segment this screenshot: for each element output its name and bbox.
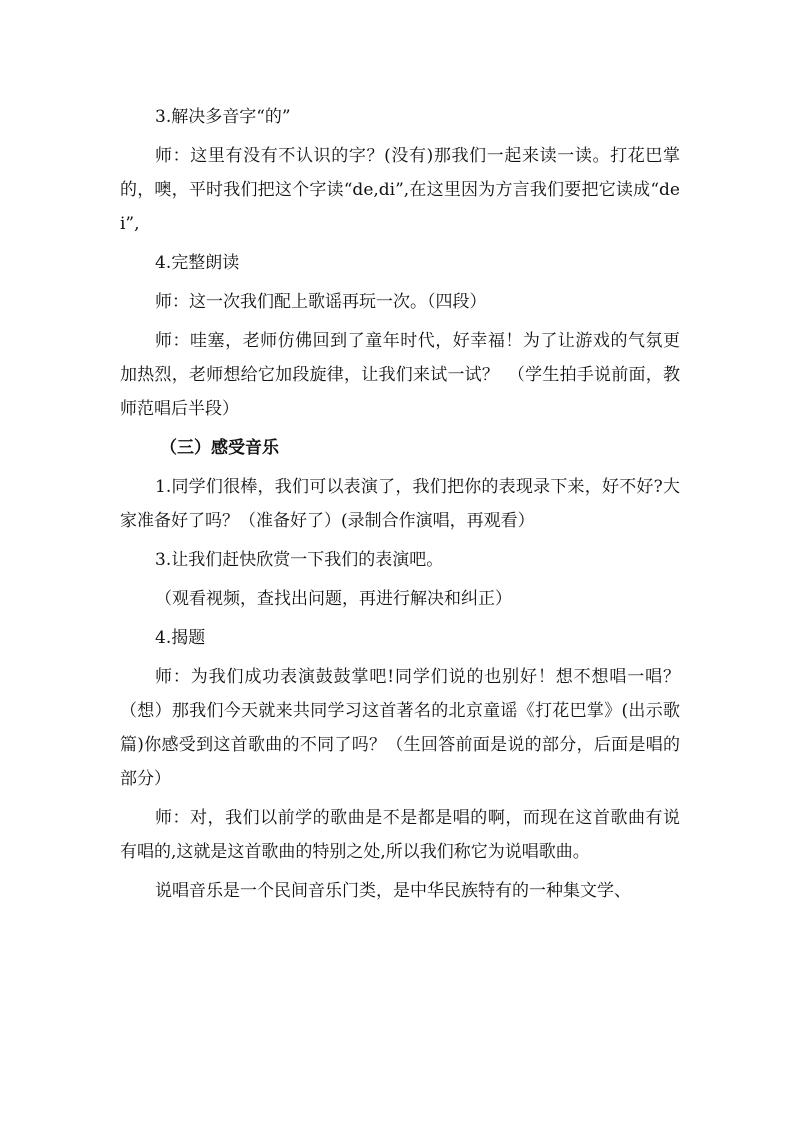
teacher-dialogue-paragraph: 师：为我们成功表演鼓鼓掌吧!同学们说的也别好！想不想唱一唱？（想）那我们今天就来共同学习这首著名的北京童谣《打花巴掌》(出示歌篇)你感受到这首歌曲的不同了吗？（生回答前面是说的部分，后面是唱的部分） [120,667,680,789]
section-heading: （三）感受音乐 [160,438,279,458]
subsection-title-reveal: 4.揭题 [155,628,206,648]
body-paragraph: 说唱音乐是一个民间音乐门类，是中华民族特有的一种集文学、 [155,881,631,901]
teacher-dialogue-paragraph: 师：对，我们以前学的歌曲是不是都是唱的啊，而现在这首歌曲有说有唱的,这就是这首歌曲的特别之处,所以我们称它为说唱歌曲。 [120,808,680,862]
body-paragraph: （观看视频，查找出问题，再进行解决和纠正） [155,589,512,609]
body-paragraph: 3.让我们赶快欣赏一下我们的表演吧。 [155,550,444,570]
body-paragraph: 1.同学们很棒，我们可以表演了，我们把你的表现录下来，好不好?大家准备好了吗？（准备好了）(录制合作演唱，再观看） [120,477,680,531]
subsection-title-reading: 4.完整朗读 [155,253,240,273]
teacher-dialogue-paragraph: 师：这里有没有不认识的字？(没有)那我们一起来读一读。打花巴掌的，噢，平时我们把这个字读“de,di”,在这里因为方言我们要把它读成“dei”, [120,146,680,234]
document-body [120,100,680,913]
teacher-dialogue-paragraph: 师：这一次我们配上歌谣再玩一次。（四段） [155,292,487,312]
subsection-title-polyphonic: 3.解决多音字“的” [155,107,291,127]
teacher-dialogue-paragraph: 师：哇塞，老师仿佛回到了童年时代，好幸福！为了让游戏的气氛更加热烈，老师想给它加段旋律，让我们来试一试？ （学生拍手说前面，教师范唱后半段） [120,331,680,419]
